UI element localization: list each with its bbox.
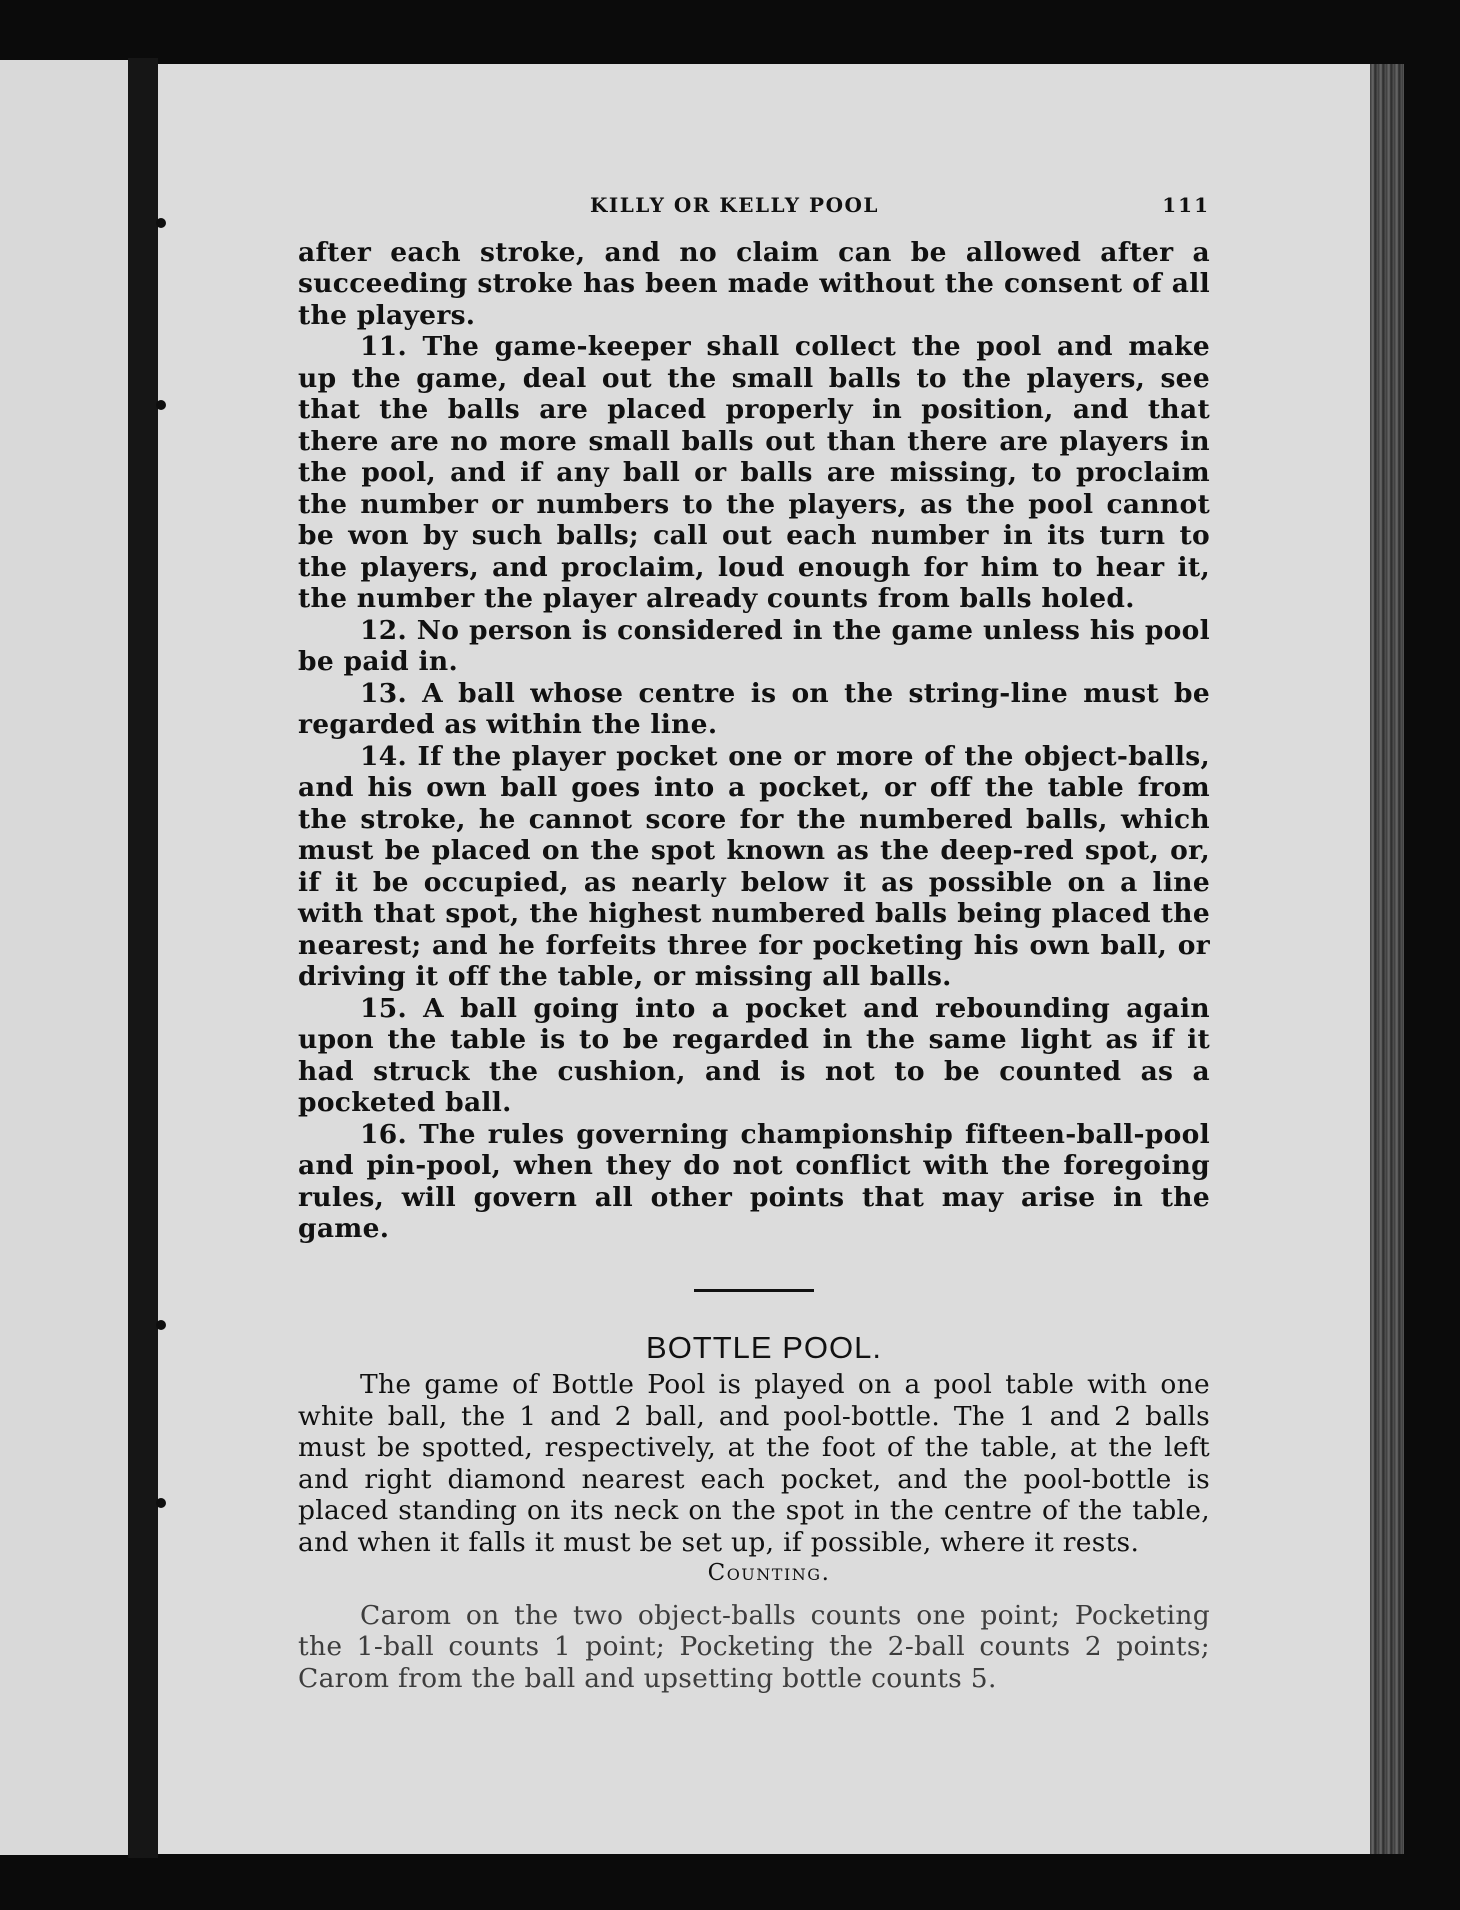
bottle-pool-intro: The game of Bottle Pool is played on a pool table with one white ball, the 1 and 2 ball, and pool-bottle. The 1 and 2 balls must be spotted, respectively, at the foot of the table, at the left and right diamond nearest each pocket, and the pool-bottle is placed standing on its neck on the spot in the centre of the table, and when it falls it must be set up, if possible, where it rests. [298, 1369, 1210, 1558]
paragraph-continued: after each stroke, and no claim can be allowed after a succeeding stroke has been made without the consent of all the players. [298, 236, 1210, 331]
book-gutter [128, 58, 158, 1858]
binding-hole-mark [156, 1498, 166, 1508]
rule-14: 14. If the player pocket one or more of the object-balls, and his own ball goes into a pocket, or off the table from the stroke, he cannot score for the numbered balls, which must be placed on the spot known as the deep-red spot, or, if it be occupied, as nearly below it as possible on a line with that spot, the highest numbered balls being placed the nearest; and he forfeits three for pocketing his own ball, or driving it off the table, or missing all balls. [298, 740, 1210, 992]
binding-hole-mark [156, 400, 166, 410]
counting-heading: Counting. [707, 1560, 831, 1586]
running-head [590, 190, 1210, 222]
running-title: KILLY OR KELLY POOL [590, 193, 879, 217]
rule-16: 16. The rules governing championship fifteen-ball-pool and pin-pool, when they do not conflict with the foregoing rules, will govern all other points that may arise in the game. [298, 1118, 1210, 1244]
binding-hole-mark [156, 218, 166, 228]
section-title: BOTTLE POOL. [646, 1329, 882, 1365]
counting-text: Carom on the two object-balls counts one point; Pocketing the 1-ball counts 1 point; Pocketing the 2-ball counts 2 points; Carom from the ball and upsetting bottle counts 5. [298, 1599, 1210, 1694]
page-text [298, 190, 1210, 1694]
page-stack-edge [1370, 64, 1404, 1854]
binding-hole-mark [156, 1320, 166, 1330]
rule-13: 13. A ball whose centre is on the string-line must be regarded as within the line. [298, 677, 1210, 740]
section-divider [694, 1289, 814, 1292]
page-number: 111 [1162, 193, 1210, 217]
rule-15: 15. A ball going into a pocket and rebounding again upon the table is to be regarded in the same light as if it had struck the cushion, and is not to be counted as a pocketed ball. [298, 992, 1210, 1118]
previous-page-edge [0, 60, 130, 1855]
rule-12: 12. No person is considered in the game unless his pool be paid in. [298, 614, 1210, 677]
rule-11: 11. The game-keeper shall collect the pool and make up the game, deal out the small balls to the players, see that the balls are placed properly in position, and that there are no more small balls out than there are players in the pool, and if any ball or balls are missing, to proclaim the number or numbers to the players, as the pool cannot be won by such balls; call out each number in its turn to the players, and proclaim, loud enough for him to hear it, the number the player already counts from balls holed. [298, 331, 1210, 614]
